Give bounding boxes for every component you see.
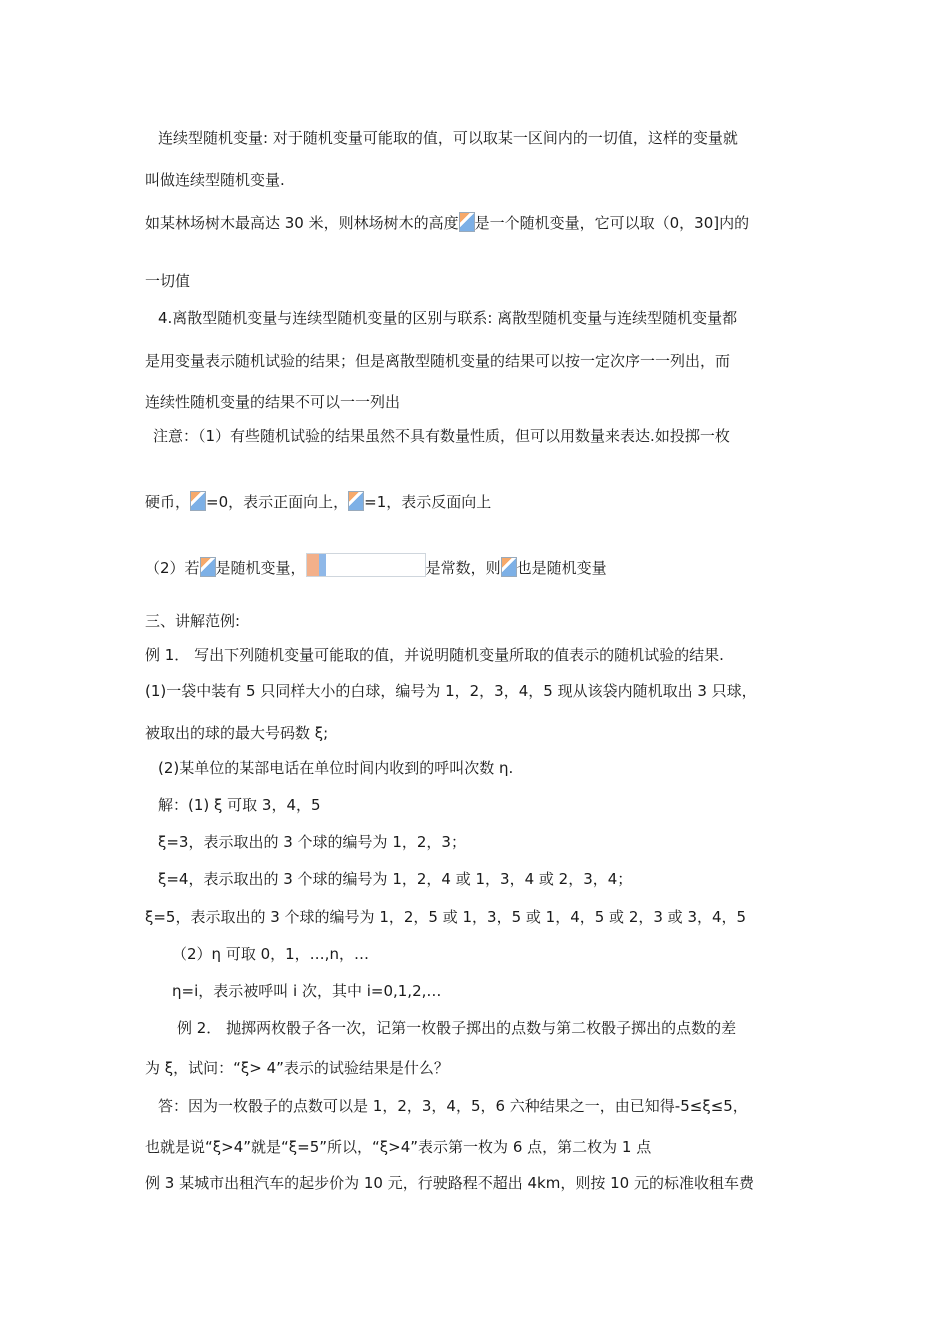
text-segment: 是随机变量， [215,559,306,577]
para-note-coin [145,491,491,512]
formula-image-icon [200,557,216,577]
solution1-line1: 解：(1) ξ 可取 3，4，5 [158,796,321,814]
para-difference-2: 是用变量表示随机试验的结果；但是离散型随机变量的结果可以按一定次序一一列出，而 [145,352,731,370]
example1-part2: (2)某单位的某部电话在单位时间内收到的呼叫次数 η. [158,759,514,777]
example3-line1: 例 3 某城市出租汽车的起步价为 10 元，行驶路程不超出 4km，则按 10 元的标准收租车费 [145,1174,754,1192]
formula-image-icon [190,491,206,511]
para-continuous-def-4: 一切值 [145,272,191,290]
example1-part1-line2: 被取出的球的最大号码数 ξ; [145,724,329,742]
text-segment: 如某林场树木最高达 30 米，则林场树木的高度 [145,214,459,232]
text-segment: 是常数，则 [425,559,501,577]
formula-image-icon [501,557,517,577]
example1-title: 例 1． 写出下列随机变量可能取的值，并说明随机变量所取的值表示的随机试验的结果. [145,646,724,664]
text-segment: =1，表示反面向上 [364,493,492,511]
para-continuous-def-1: 连续型随机变量: 对于随机变量可能取的值，可以取某一区间内的一切值，这样的变量就 [158,129,738,147]
solution1-line6: η=i，表示被呼叫 i 次，其中 i=0,1,2,… [172,982,442,1000]
para-note-1: 注意：（1）有些随机试验的结果虽然不具有数量性质，但可以用数量来表达.如投掷一枚 [153,427,730,445]
example2-line2: 为 ξ，试问：“ξ> 4”表示的试验结果是什么？ [145,1059,449,1077]
solution1-line5: （2）η 可取 0，1，…,n，… [172,945,369,963]
formula-image-icon [459,212,475,232]
para-difference-3: 连续性随机变量的结果不可以一一列出 [145,393,401,411]
formula-image-icon [348,491,364,511]
example1-part1-line1: (1)一袋中装有 5 只同样大小的白球，编号为 1，2，3，4，5 现从该袋内随机取出 3 只球， [145,682,757,700]
text-segment: 硬币， [145,493,191,511]
text-segment: 是一个随机变量，它可以取（0，30]内的 [474,214,750,232]
text-segment: =0，表示正面向上， [206,493,349,511]
text-segment: （2）若 [145,559,200,577]
section-heading-examples: 三、讲解范例: [145,612,241,630]
para-difference-1: 4.离散型随机变量与连续型随机变量的区别与联系: 离散型随机变量与连续型随机变量都 [158,309,738,327]
text-segment: 也是随机变量 [516,559,607,577]
answer2-line2: 也就是说“ξ>4”就是“ξ=5”所以，“ξ>4”表示第一枚为 6 点，第二枚为 1 点 [145,1138,652,1156]
answer2-line1: 答：因为一枚骰子的点数可以是 1，2，3，4，5，6 六种结果之一，由已知得-5≤ξ≤5， [158,1097,748,1115]
solution1-line2: ξ=3，表示取出的 3 个球的编号为 1，2，3； [158,833,466,851]
solution1-line4: ξ=5，表示取出的 3 个球的编号为 1，2，5 或 1，3，5 或 1，4，5 或 2，3 或 3，4，5 [145,908,747,926]
para-note-2 [145,553,607,578]
formula-image-icon [306,553,426,577]
solution1-line3: ξ=4，表示取出的 3 个球的编号为 1，2，4 或 1，3，4 或 2，3，4； [158,870,633,888]
para-example-height [145,212,749,233]
para-continuous-def-2: 叫做连续型随机变量. [145,171,285,189]
example2-line1: 例 2． 抛掷两枚骰子各一次，记第一枚骰子掷出的点数与第二枚骰子掷出的点数的差 [177,1019,737,1037]
